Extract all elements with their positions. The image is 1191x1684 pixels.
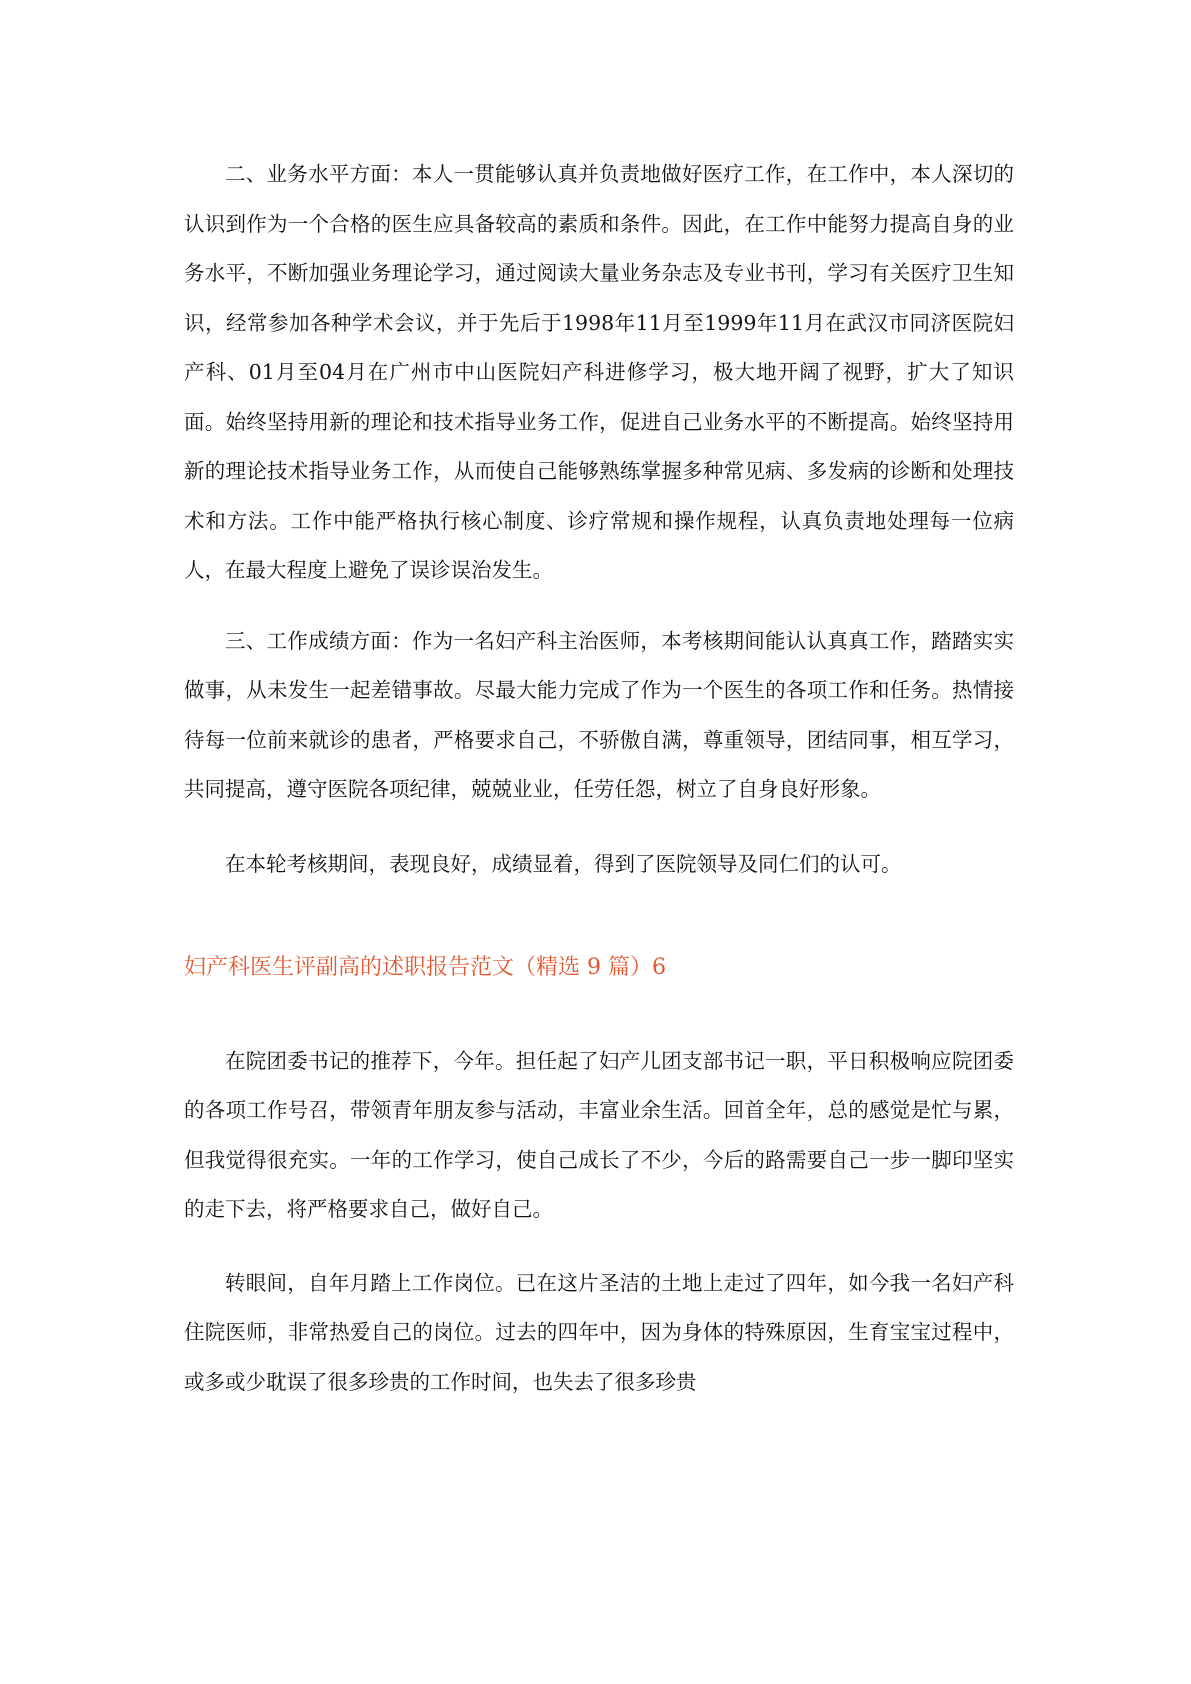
document-body: [184, 150, 1014, 1407]
paragraph-league-secretary: 在院团委书记的推荐下，今年。担任起了妇产儿团支部书记一职，平日积极响应院团委的各项工作号召，带领青年朋友参与活动，丰富业余生活。回首全年，总的感觉是忙与累，但我觉得很充实。一年的工作学习，使自己成长了不少，今后的路需要自己一步一脚印坚实的走下去，将严格要求自己，做好自己。: [184, 1048, 1014, 1221]
paragraph-work-achievements: 三、工作成绩方面：作为一名妇产科主治医师，本考核期间能认认真真工作，踏踏实实做事，从未发生一起差错事故。尽最大能力完成了作为一个医生的各项工作和任务。热情接待每一位前来就诊的患者，严格要求自己，不骄傲自满，尊重领导，团结同事，相互学习，共同提高，遵守医院各项纪律，兢兢业业，任劳任怨，树立了自身良好形象。: [184, 628, 1014, 801]
paragraph-business-level: 二、业务水平方面：本人一贯能够认真并负责地做好医疗工作，在工作中，本人深切的认识到作为一个合格的医生应具备较高的素质和条件。因此，在工作中能努力提高自身的业务水平，不断加强业务理论学习，通过阅读大量业务杂志及专业书刊，学习有关医疗卫生知识，经常参加各种学术会议，并于先后于1998年11月至1999年11月在武汉市同济医院妇产科、01月至04月在广州市中山医院妇产科进修学习，极大地开阔了视野，扩大了知识面。始终坚持用新的理论和技术指导业务工作，促进自己业务水平的不断提高。始终坚持用新的理论技术指导业务工作，从而使自己能够熟练掌握多种常见病、多发病的诊断和处理技术和方法。工作中能严格执行核心制度、诊疗常规和操作规程，认真负责地处理每一位病人，在最大程度上避免了误诊误治发生。: [184, 162, 1014, 582]
paragraph-four-years: 转眼间，自年月踏上工作岗位。已在这片圣洁的土地上走过了四年，如今我一名妇产科住院医师，非常热爱自己的岗位。过去的四年中，因为身体的特殊原因，生育宝宝过程中，或多或少耽误了很多珍贵的工作时间，也失去了很多珍贵: [184, 1270, 1014, 1394]
section-heading: 妇产科医生评副高的述职报告范文（精选 9 篇）6: [184, 955, 666, 980]
paragraph-assessment-summary: 在本轮考核期间，表现良好，成绩显着，得到了医院领导及同仁们的认可。: [225, 851, 902, 876]
